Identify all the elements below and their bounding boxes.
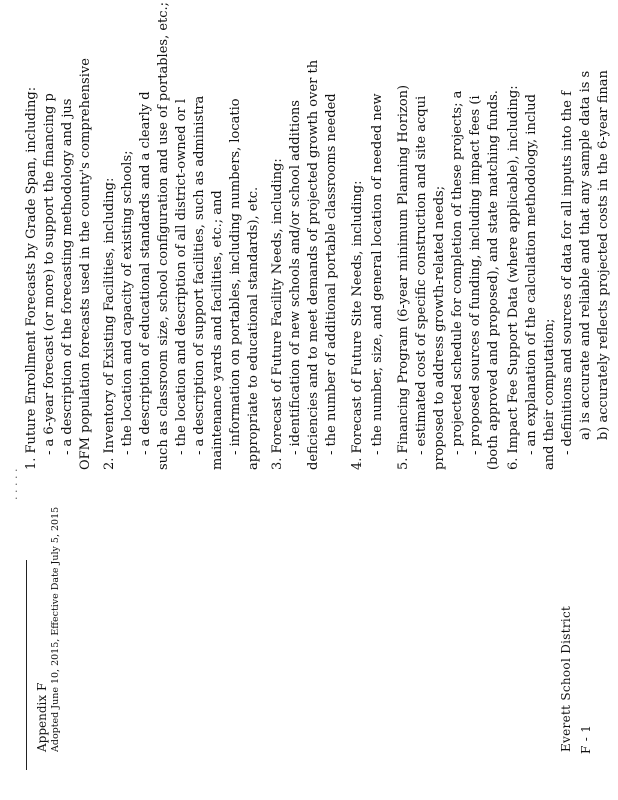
item1-line-a: - a 6-year forecast (or more) to support the financing p bbox=[42, 93, 57, 455]
item5-line-c: - projected schedule for completion of these projects; a bbox=[450, 90, 465, 455]
item3-line-c: - the number of additional portable classrooms needed bbox=[324, 93, 339, 455]
item6-line-c: - definitions and sources of data for all inputs into the f bbox=[560, 91, 575, 455]
item5-line-d: - proposed sources of funding, including impact fees (i bbox=[468, 95, 483, 455]
footer-rule bbox=[26, 560, 27, 770]
item4-line-a: - the number, size, and general location of needed new bbox=[370, 93, 385, 455]
item2-line-d: - the location and description of all district-owned or l bbox=[174, 98, 189, 455]
item4-heading: 4. Forecast of Future Site Needs, including: bbox=[350, 180, 365, 470]
item2-heading: 2. Inventory of Existing Facilities, including: bbox=[102, 177, 117, 470]
item3-line-a: - identification of new schools and/or school additions bbox=[288, 100, 303, 455]
item3-line-b: deficiencies and to meet demands of projected growth over th bbox=[306, 59, 321, 470]
item6-line-a: - an explanation of the calculation methodology, includ bbox=[524, 94, 539, 455]
page-number: F - 1 bbox=[579, 724, 593, 754]
district-name: Everett School District bbox=[559, 605, 573, 752]
item2-line-f: maintenance yards and facilities, etc.; and bbox=[210, 190, 225, 470]
top-cutoff-fragment: . . . . . bbox=[7, 468, 20, 500]
item5-heading: 5. Financing Program (6-year minimum Planning Horizon) bbox=[396, 84, 411, 470]
item1-line-b: - a description of the forecasting methodology and jus bbox=[60, 98, 75, 455]
item5-line-a: - estimated cost of specific construction and site acqui bbox=[414, 95, 429, 455]
item3-heading: 3. Forecast of Future Facility Needs, including: bbox=[270, 158, 285, 470]
item6-line-d: a) is accurate and reliable and that any sample data is s bbox=[578, 70, 593, 440]
adopted-line: Adopted June 10, 2015, Effective Date July 5, 2015 bbox=[50, 506, 61, 752]
appendix-label: Appendix F bbox=[35, 682, 49, 752]
item6-line-b: and their computation; bbox=[542, 318, 557, 470]
item2-line-c: such as classroom size, school configuration and use of portables, etc.; bbox=[156, 1, 171, 470]
item2-line-b: - a description of educational standards and a clearly d bbox=[138, 91, 153, 455]
item1-line-c: OFM population forecasts used in the county's comprehensive bbox=[78, 58, 93, 470]
item6-heading: 6. Impact Fee Support Data (where applicable), including: bbox=[506, 85, 521, 470]
item2-line-g: - information on portables, including numbers, locatio bbox=[228, 98, 243, 455]
item2-line-a: - the location and capacity of existing schools; bbox=[120, 150, 135, 455]
item6-line-e: b) accurately reflects projected costs in the 6-year finan bbox=[596, 70, 611, 440]
item1-heading: 1. Future Enrollment Forecasts by Grade Span, including: bbox=[24, 86, 39, 470]
item5-line-b: proposed to address growth-related needs; bbox=[432, 185, 447, 470]
item5-line-e: (both approved and proposed), and state matching funds. bbox=[486, 90, 501, 470]
item2-line-e: - a description of support facilities, such as administra bbox=[192, 95, 207, 455]
item2-line-h: appropriate to educational standards), etc. bbox=[246, 186, 261, 470]
